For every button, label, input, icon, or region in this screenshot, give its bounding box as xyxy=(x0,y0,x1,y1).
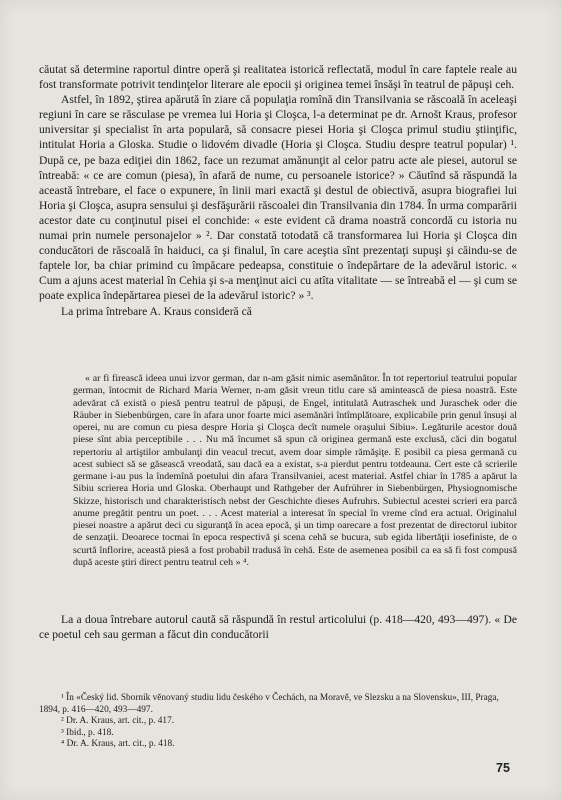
paragraph-astfel: Astfel, în 1892, ştirea apărută în ziare că populaţia romînă din Transilvania se răscoală în aceleaşi regiuni în care se răsculase pe vremea lui Horia şi Cloşca, l-a determinat pe dr. Arnošt Kraus, profesor universitar şi specialist în arta populară, să consacre piesei Horia şi Cloşca primul studiu ştiinţific, intitulat Horia a Gloska. Studie o lidovém divadle (Horia şi Cloşca. Studiu despre teatrul popular) ¹. După ce, pe baza ediţiei din 1862, face un rezumat amănunţit al celor patru acte ale piesei, autorul se întreabă: « ce are comun (piesa), în afară de nume, cu persoanele istorice? » Căutînd să răspundă la această întrebare, el face o expunere, în linii mari exactă şi destul de obiectivă, asupra biografiei lui Horia şi Cloşca, asupra sensului şi desfăşurării răscoalei din Transilvania din 1784. În urma comparării acestor date cu conţinutul pisei el conchide: « este evident că drama noastră concordă cu istoria nu numai prin numele personajelor » ². Dar constată totodată că transformarea lui Horia şi Cloşca din conducători de răscoală în haiduci, ca şi finalul, în care aceştia sînt prezentaţi supuşi şi căindu-se de faptele lor, ba chiar primind cu împăcare pedeapsa, constituie o îndepărtare de la adevărul istoric. « Cum a ajuns acest material în Cehia şi s-a menţinut aici cu atîta vitalitate — se întreabă el — şi cum se poate explica îndepărtarea piesei de la adevărul istoric? » ³. xyxy=(39,93,517,303)
main-text-top xyxy=(39,62,517,319)
footnote-3: ³ Ibid., p. 418. xyxy=(61,727,114,738)
footnotes xyxy=(39,693,517,751)
paragraph-prima-intrebare: La prima întrebare A. Kraus consideră că xyxy=(61,304,252,318)
footnote-2: ² Dr. A. Kraus, art. cit., p. 417. xyxy=(61,716,175,726)
paragraph-continuation: căutat să determine raportul dintre operă şi realitatea istorică reflectată, modul în care faptele reale au fost transformate potrivit tendinţelor literare ale epocii şi originea temei însăşi în teatrul de păpuşi ceh. xyxy=(39,63,517,92)
footnote-1: ¹ În «Český lid. Sborník věnovaný studiu lidu českého v Čechách, na Moravě, ve Slezsku a na Slovensku», III, Praga, 1894, p. 416—420, 493—497. xyxy=(39,693,499,715)
footnote-4: ⁴ Dr. A. Kraus, art. cit., p. 418. xyxy=(61,739,175,749)
page-number: 75 xyxy=(496,761,510,775)
main-text-bottom xyxy=(39,612,517,642)
paragraph-a-doua-intrebare: La a doua întrebare autorul caută să răspundă în restul articolului (p. 418—420, 493—497). « De ce poetul ceh sau german a făcut din conducătorii xyxy=(39,613,517,642)
quote-text: « ar fi firească ideea unui izvor german, dar n-am găsit nimic asemănător. În tot repertoriul teatrului popular german, întocmit de Richard Maria Werner, n-am găsit vreun titlu care să amintească de piesa noastră. Este adevărat că există o piesă pentru teatrul de păpuşi, de Engel, intitulată Autraschek und Juraschek oder die Räuber in Siebenbürgen, care în afara unor foarte mici asemănări întîmplătoare, explicabile prin genul însuşi al operei, nu are comun cu piesa despre Horia şi Cloşca decît numele oraşului Sibiu». Legăturile acestor două piese sînt abia perceptibile . . . Nu mă încumet să spun că originea germană este exclusă, căci din bogatul repertoriu al artiştilor ambulanţi din veacul trecut, avem doar simple rămăşiţe. E posibil ca piesa germană cu acest subiect să se găsească vreodată, sau dacă ea a existat, s-a pierdut pentru totdeauna. Cert este că scrierile germane i-au pus la îndemînă poetului din afara Transilvaniei, acest material. Astfel chiar în 1785 a apărut la Sibiu scrierea Horia und Gloska. Oberhaupt und Rathgeber der Aufrührer in Siebenbürgen, Physiognomische Skizze, historisch und charakteristisch nebst der Geschichte dieses Aufruhrs. Subiectul acestei scrieri era parcă anume pregătit pentru un poet. . . . Acest material a interesat în special în vreme cînd era actual. Originalul piesei noastre a apărut deci cu siguranţă în acea epocă, şi un timp oarecare a fost prezentat de directorul iubitor de senzaţii. Deoarece tocmai în epoca respectivă şi scena cehă se bucura, sub egida libertăţii iosefiniste, de o scurtă înflorire, această piesă a fost probabil tradusă în cehă. Este de asemenea posibil ca ea să fi fost compusă după aceste ştiri direct pentru teatrul ceh » ⁴. xyxy=(73,373,517,568)
block-quote xyxy=(73,373,517,569)
